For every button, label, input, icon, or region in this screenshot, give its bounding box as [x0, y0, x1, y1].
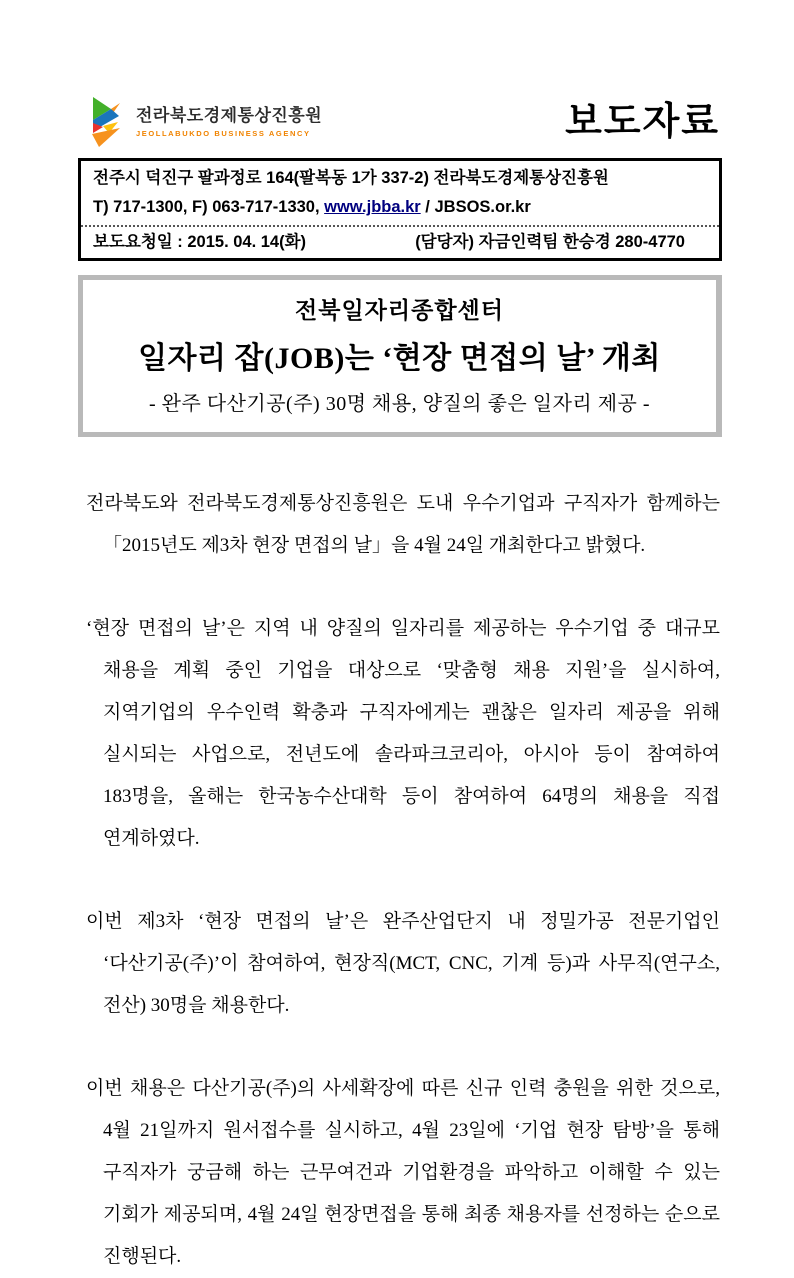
agency-logo [88, 96, 322, 148]
logo-org-name: 전라북도경제통상진흥원 [136, 106, 323, 126]
body-paragraph-3: 이번 제3차 ‘현장 면접의 날’은 완주산업단지 내 정밀가공 전문기업인 ‘다산기공(주)’이 참여하여, 현장직(MCT, CNC, 기계 등)과 사무직(연구소, 전산) 30명을 채용한다. [86, 911, 720, 1016]
website-link[interactable]: www.jbba.kr [324, 198, 421, 216]
contact-info-box [78, 158, 722, 261]
agency-logo-text [136, 106, 322, 138]
agency-logo-icon [88, 96, 128, 148]
document-header [78, 96, 722, 148]
body-paragraph-4: 이번 채용은 다산기공(주)의 사세확장에 따른 신규 인력 충원을 위한 것으로, 4월 21일까지 원서접수를 실시하고, 4월 23일에 ‘기업 현장 탐방’을 통해 구직자가 궁금해 하는 근무여건과 기업환경을 파악하고 이해할 수 있는 기회가 제공되며, 4월 24일 현장면접을 통해 최종 채용자를 선정하는 순으로 진행된다. [86, 1078, 720, 1267]
website-suffix-text: / JBSOS.or.kr [420, 198, 531, 216]
press-release-body [78, 483, 722, 1278]
press-request-date: 보도요청일 : 2015. 04. 14(화) [93, 233, 307, 251]
press-request-row [81, 225, 719, 258]
headline-title: 일자리 잡(JOB)는 ‘현장 면접의 날’ 개최 [138, 342, 661, 375]
body-paragraph-2: ‘현장 면접의 날’은 지역 내 양질의 일자리를 제공하는 우수기업 중 대규모 채용을 계획 중인 기업을 대상으로 ‘맞춤형 채용 지원’을 실시하여, 지역기업의 우수인력 확충과 구직자에게는 괜찮은 일자리 제공을 위해 실시되는 사업으로, 전년도에 솔라파크코리아, 아시아 등이 참여하여 183명을, 올해는 한국농수산대학 등이 참여하여 64명의 채용을 직접 연계하였다. [86, 618, 720, 849]
headline-box [78, 275, 722, 437]
agency-address: 전주시 덕진구 팔과정로 164(팔복동 1가 337-2) 전라북도경제통상진흥원 [93, 169, 609, 187]
agency-phone-line [81, 193, 719, 225]
phone-fax-text: T) 717-1300, F) 063-717-1330, [93, 198, 325, 216]
contact-manager: (담당자) 자금인력팀 한승경 280-4770 [415, 233, 685, 251]
body-paragraph-1: 전라북도와 전라북도경제통상진흥원은 도내 우수기업과 구직자가 함께하는 「2015년도 제3차 현장 면접의 날」을 4월 24일 개최한다고 밝혔다. [86, 493, 720, 556]
job-center-name: 전북일자리종합센터 [295, 298, 504, 323]
headline-subtitle: - 완주 다산기공(주) 30명 채용, 양질의 좋은 일자리 제공 - [148, 393, 651, 415]
logo-org-name-en: JEOLLABUKDO BUSINESS AGENCY [136, 128, 311, 138]
press-release-label: 보도자료 [565, 101, 720, 143]
